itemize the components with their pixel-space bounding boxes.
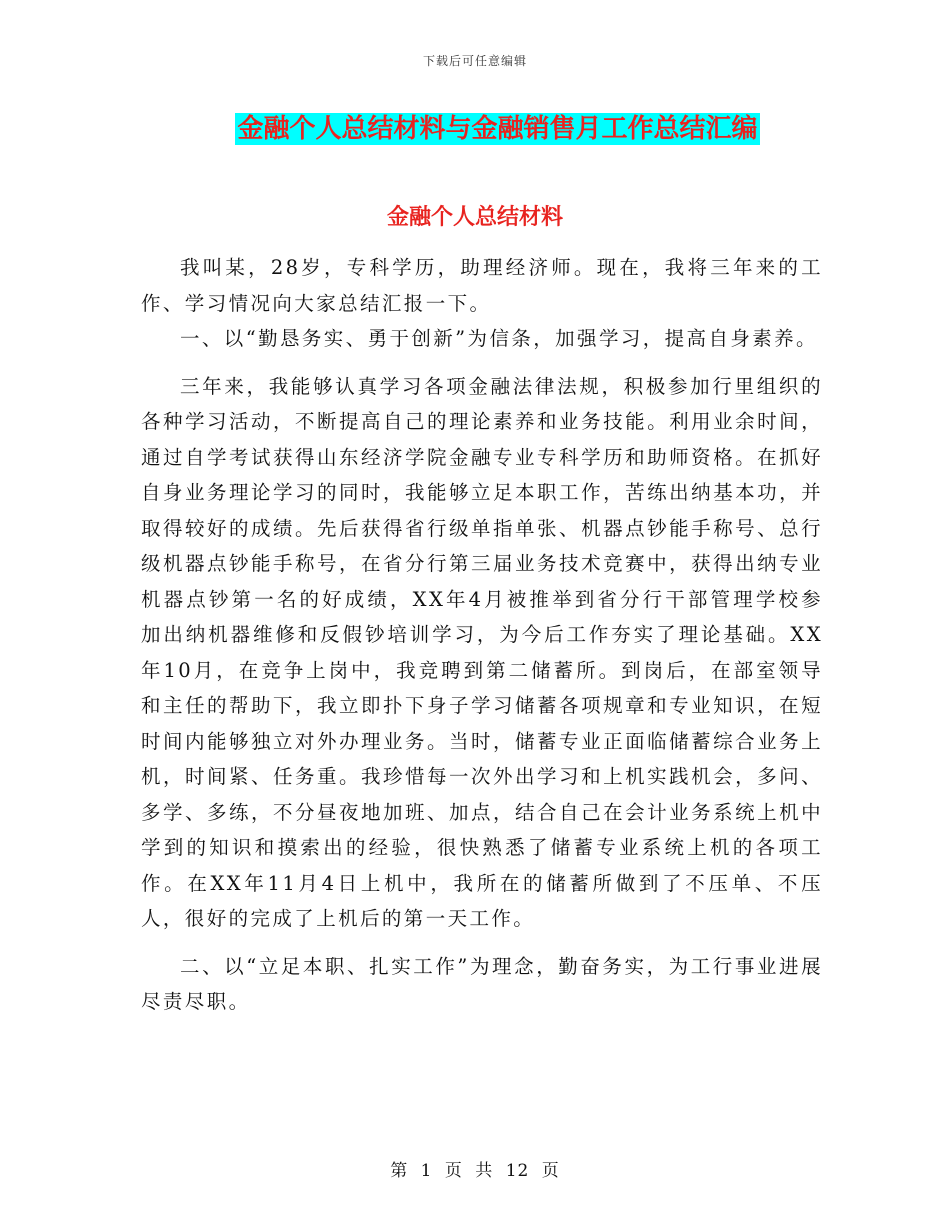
page-header-note: 下载后可任意编辑	[422, 54, 527, 68]
paragraph-intro: 我叫某，28岁，专科学历，助理经济师。现在，我将三年来的工作、学习情况向大家总结汇报一下。	[141, 256, 823, 315]
paragraph-study-experience: 三年来，我能够认真学习各项金融法律法规，积极参加行里组织的各种学习活动，不断提高自己的理论素养和业务技能。利用业余时间，通过自学考试获得山东经济学院金融专业专科学历和助师资格。在抓好自身业务理论学习的同时，我能够立足本职工作，苦练出纳基本功，并取得较好的成绩。先后获得省行级单指单张、机器点钞能手称号、总行级机器点钞能手称号，在省分行第三届业务技术竞赛中，获得出纳专业机器点钞第一名的好成绩，XX年4月被推举到省分行干部管理学校参加出纳机器维修和反假钞培训学习，为今后工作夯实了理论基础。XX年10月，在竞争上岗中，我竞聘到第二储蓄所。到岗后，在部室领导和主任的帮助下，我立即扑下身子学习储蓄各项规章和专业知识，在短时间内能够独立对外办理业务。当时，储蓄专业正面临储蓄综合业务上机，时间紧、任务重。我珍惜每一次外出学习和上机实践机会，多问、多学、多练，不分昼夜地加班、加点，结合自己在会计业务系统上机中学到的知识和摸索出的经验，很快熟悉了储蓄专业系统上机的各项工作。在XX年11月4日上机中，我所在的储蓄所做到了不压单、不压人，很好的完成了上机后的第一天工作。	[141, 374, 823, 930]
document-body	[141, 250, 823, 1020]
paragraph-heading-two: 二、以“立足本职、扎实工作”为理念，勤奋务实，为工行事业进展尽责尽职。	[141, 954, 823, 1013]
paragraph-heading-one: 一、以“勤恳务实、勇于创新”为信条，加强学习，提高自身素养。	[180, 327, 818, 350]
main-title-container	[0, 113, 950, 145]
document-main-title: 金融个人总结材料与金融销售月工作总结汇编	[237, 114, 758, 144]
section-title: 金融个人总结材料	[386, 204, 563, 230]
page-number: 第 1 页 共 12 页	[390, 1161, 560, 1181]
